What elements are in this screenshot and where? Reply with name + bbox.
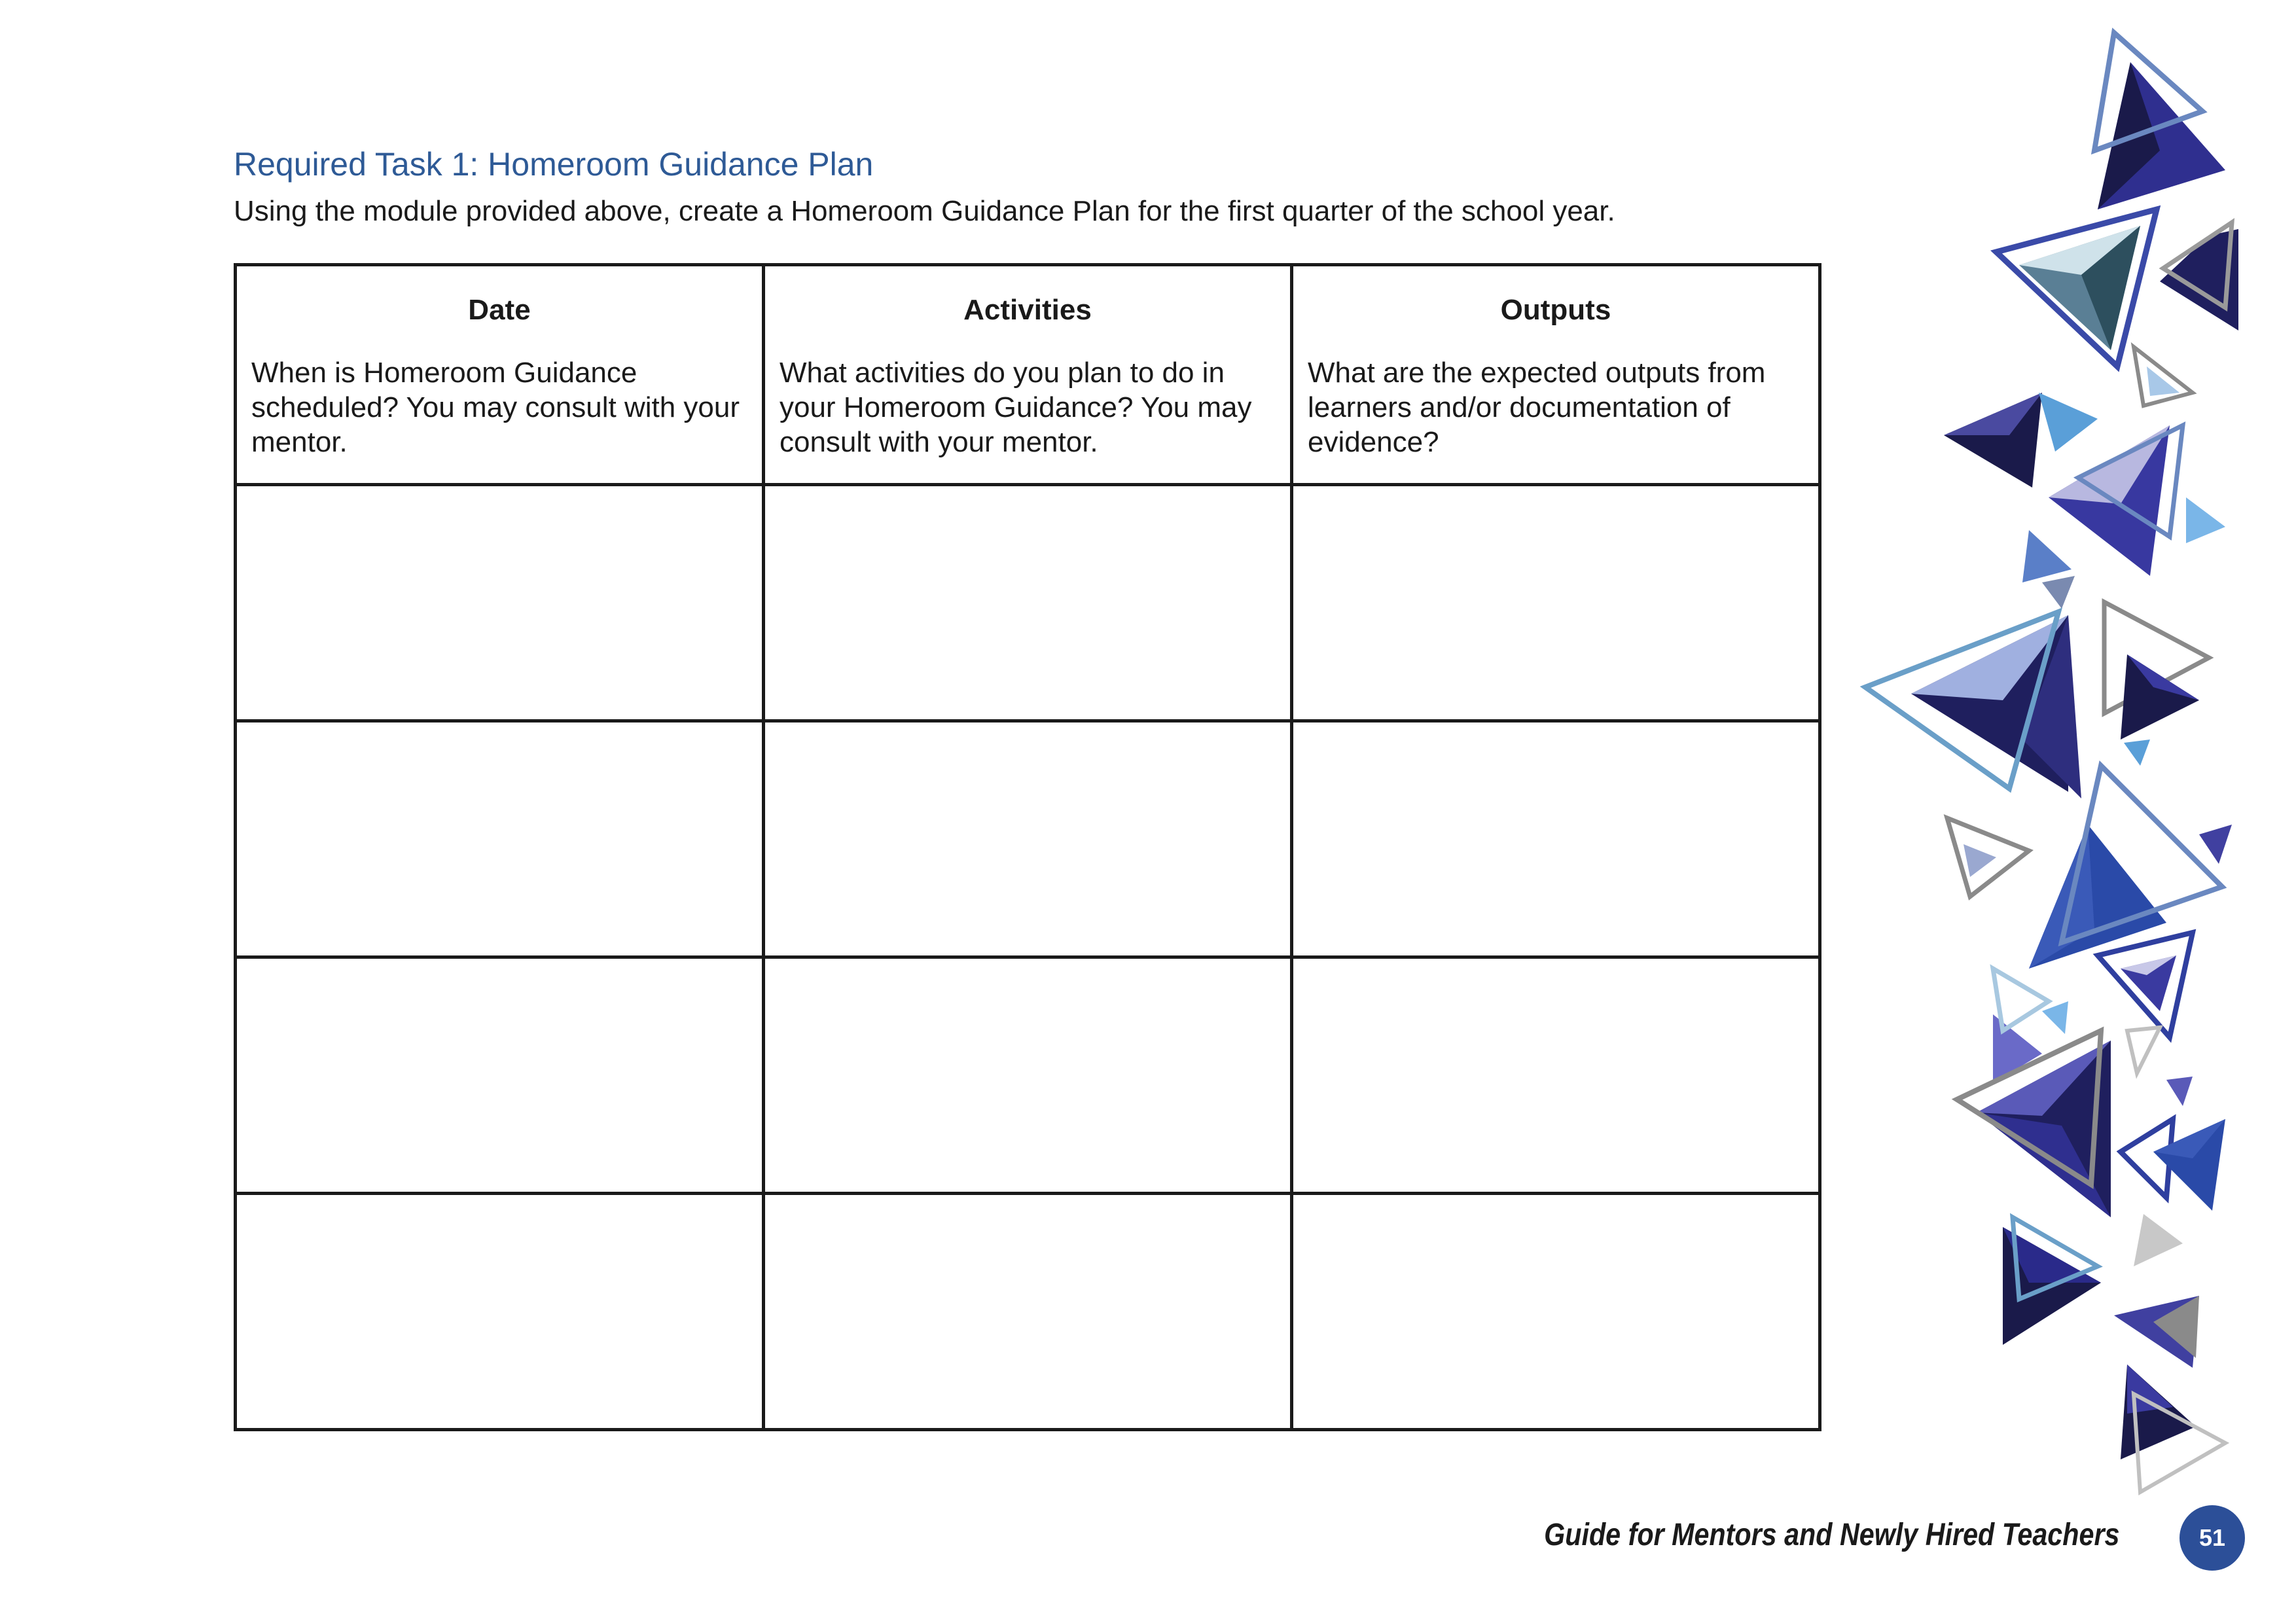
triangle-shape	[2042, 576, 2075, 609]
table-row	[236, 1194, 1820, 1430]
table-header-row	[236, 265, 1820, 485]
triangle-shape	[2134, 1214, 2183, 1266]
activities-column-title: Activities	[963, 294, 1092, 326]
date-entry-cell[interactable]	[236, 1194, 764, 1430]
table-row	[236, 485, 1820, 721]
activities-column-description: What activities do you plan to do in your Homeroom Guidance? You may consult with your mentor.	[779, 357, 1252, 458]
activities-entry-cell[interactable]	[763, 721, 1291, 957]
triangle-shape	[1993, 969, 2049, 1031]
activities-entry-cell[interactable]	[763, 957, 1291, 1194]
date-column-description: When is Homeroom Guidance scheduled? You may consult with your mentor.	[251, 357, 740, 458]
task-title: Required Task 1: Homeroom Guidance Plan	[234, 146, 874, 183]
triangle-shape	[2166, 1077, 2193, 1106]
page-number: 51	[2198, 1524, 2226, 1551]
date-column-title: Date	[468, 294, 531, 326]
triangle-shape	[2127, 1027, 2160, 1073]
date-entry-cell[interactable]	[236, 957, 764, 1194]
triangle-shape	[2186, 497, 2225, 543]
outputs-entry-cell[interactable]	[1291, 1194, 1820, 1430]
outputs-entry-cell[interactable]	[1291, 721, 1820, 957]
decorative-triangles	[1846, 0, 2296, 1623]
homeroom-plan-table	[234, 263, 1821, 1431]
outputs-column-description: What are the expected outputs from learners and/or documentation of evidence?	[1307, 357, 1766, 458]
activities-header-cell	[763, 265, 1291, 485]
table-row	[236, 957, 1820, 1194]
activities-entry-cell[interactable]	[763, 1194, 1291, 1430]
triangle-shape	[2124, 740, 2150, 766]
activities-entry-cell[interactable]	[763, 485, 1291, 721]
triangle-shape	[2134, 347, 2193, 406]
outputs-header-cell	[1291, 265, 1820, 485]
page-number-badge	[2179, 1505, 2245, 1571]
guide-title: Guide for Mentors and Newly Hired Teachers	[1543, 1518, 2119, 1552]
date-header-cell	[236, 265, 764, 485]
triangle-shape	[2199, 825, 2232, 864]
date-entry-cell[interactable]	[236, 721, 764, 957]
outputs-column-title: Outputs	[1500, 294, 1611, 326]
task-instruction: Using the module provided above, create a Homeroom Guidance Plan for the first quarter of the school year.	[234, 195, 1615, 227]
triangle-shape	[2022, 530, 2072, 582]
outputs-entry-cell[interactable]	[1291, 957, 1820, 1194]
triangle-shape	[2039, 393, 2098, 452]
date-entry-cell[interactable]	[236, 485, 764, 721]
triangle-shape	[2042, 1001, 2068, 1034]
triangle-shape	[1964, 844, 1996, 877]
outputs-entry-cell[interactable]	[1291, 485, 1820, 721]
table-row	[236, 721, 1820, 957]
